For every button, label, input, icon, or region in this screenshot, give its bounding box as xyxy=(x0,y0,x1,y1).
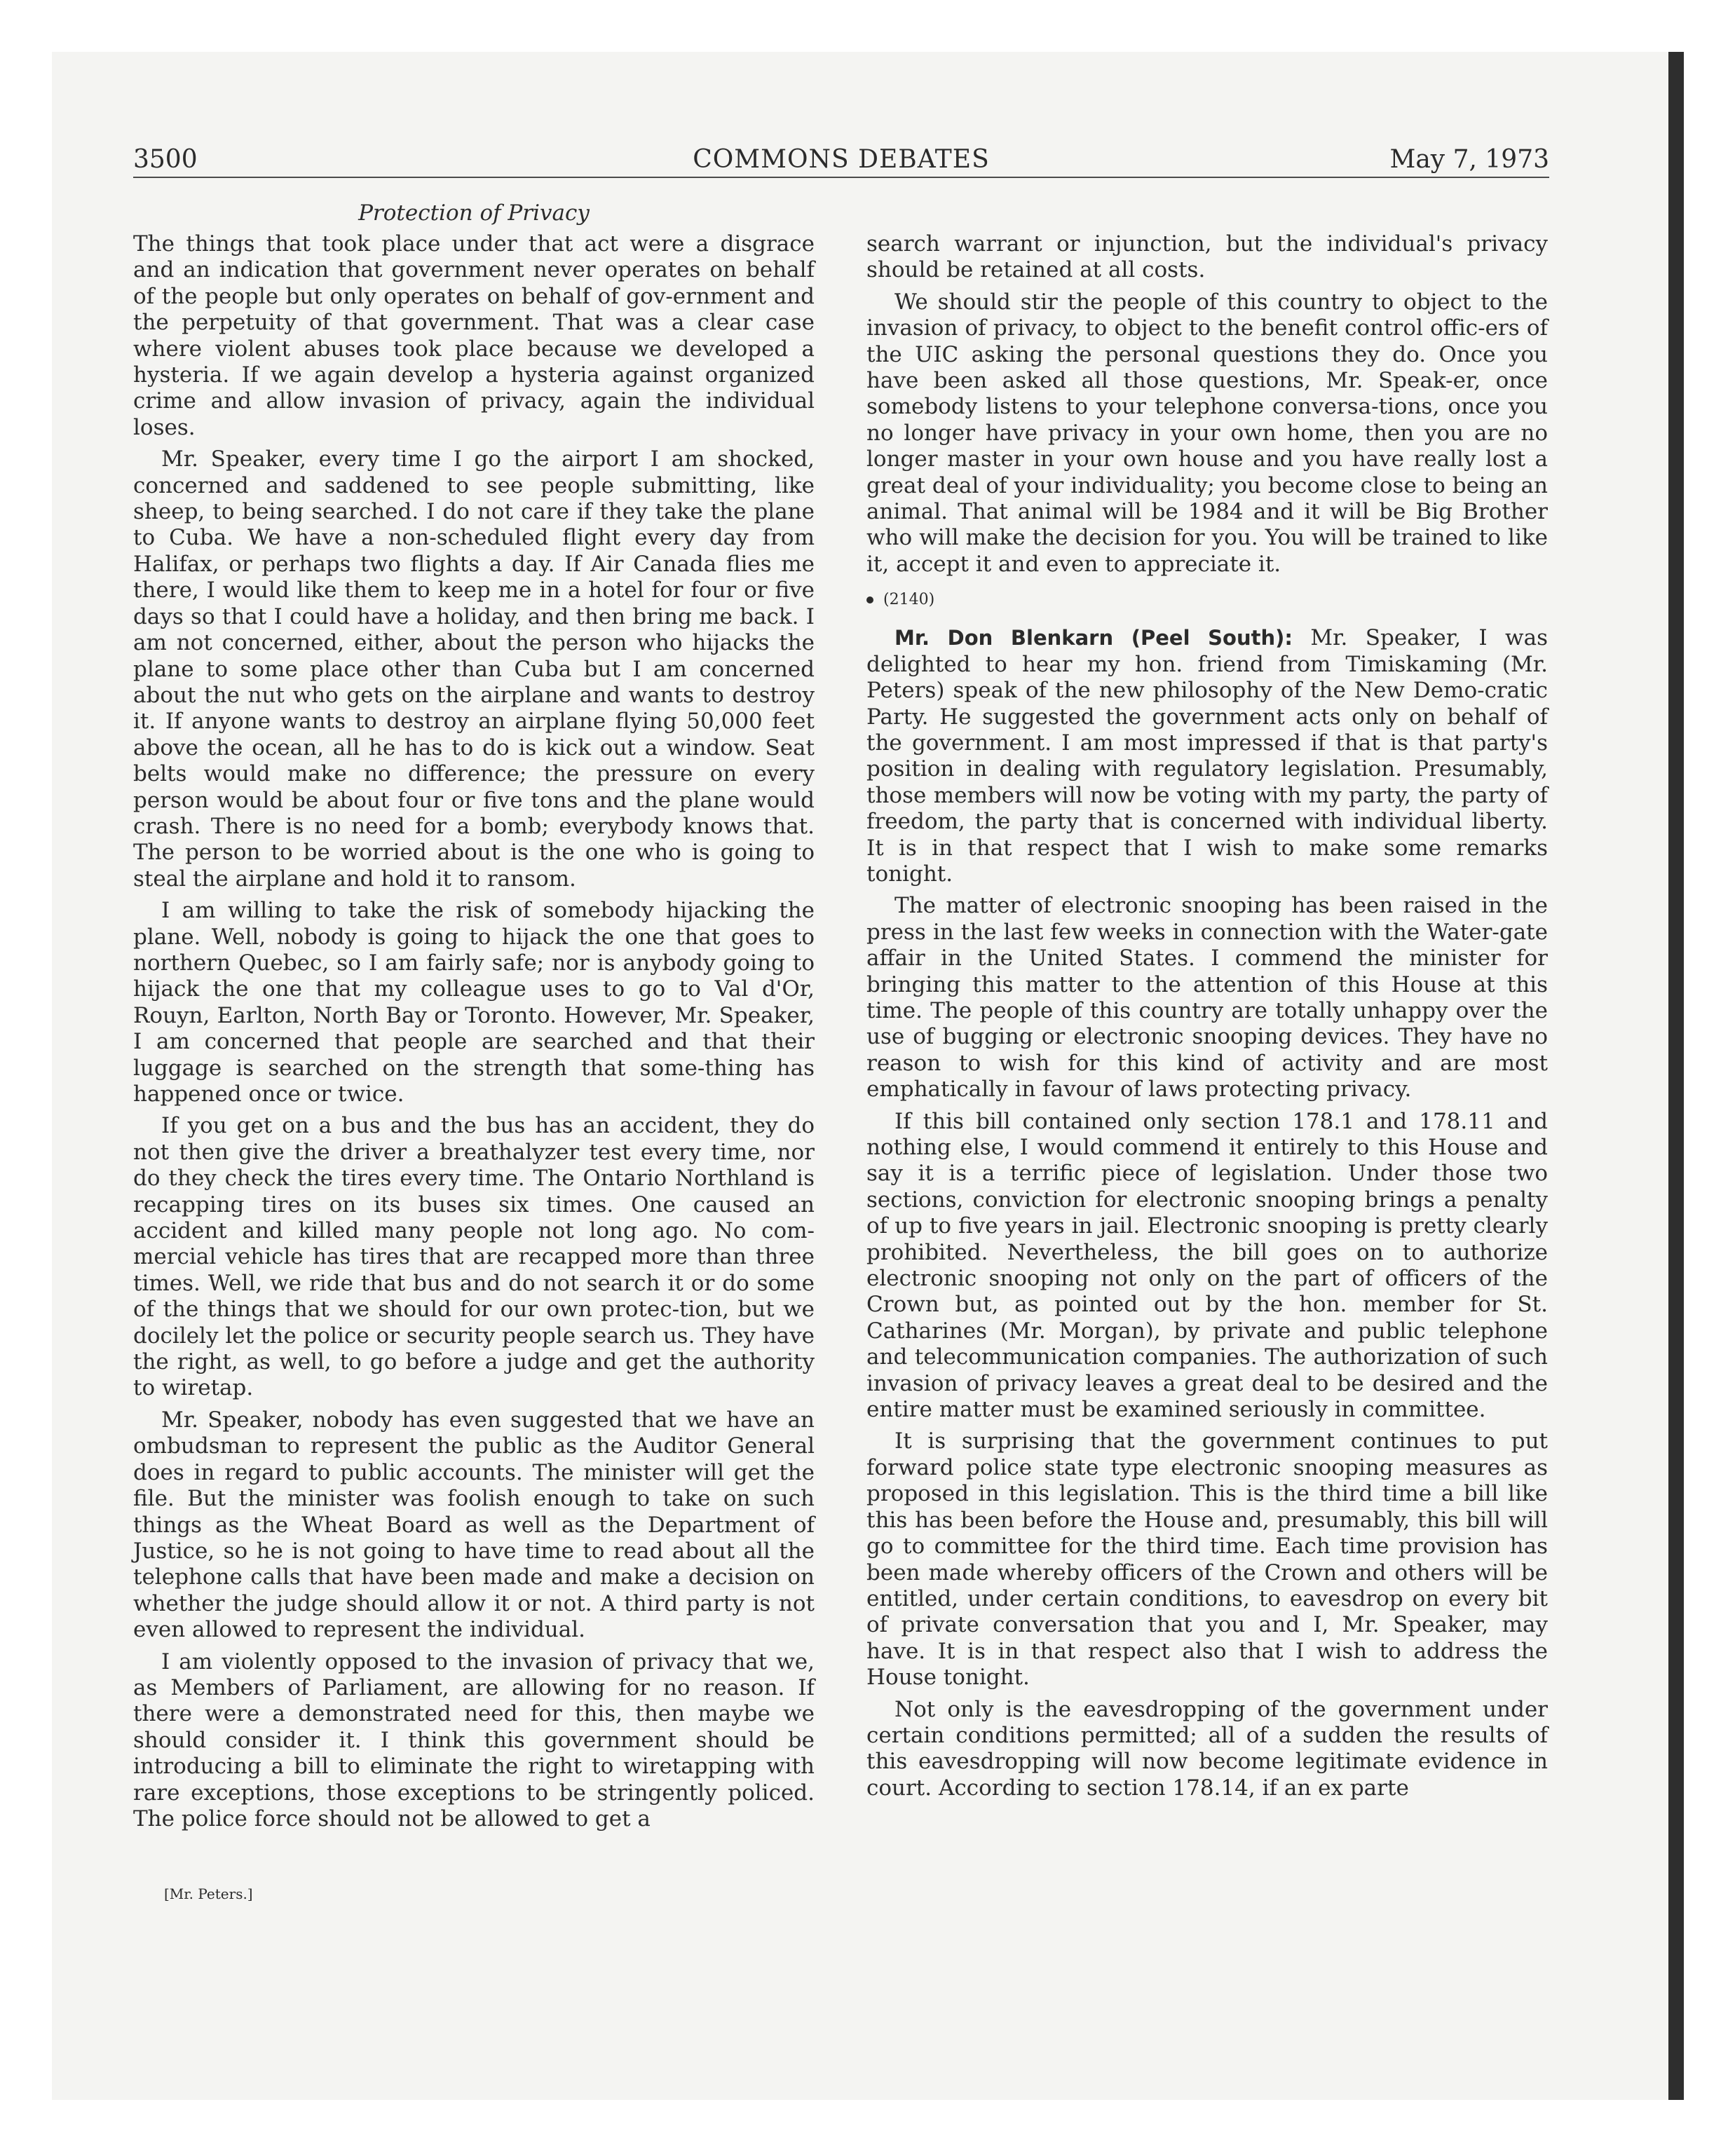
paragraph: If this bill contained only section 178.1 and 178.11 and nothing else, I would commend it entirely to this House and say it is a terrific piece of legislation. Under those two sections, conviction for electronic snooping brings a penalty of up to five years in jail. Electronic snooping is pretty clearly prohibited. Nevertheless, the bill goes on to authorize electronic snooping not only on the part of officers of the Crown but, as pointed out by the hon. member for St. Catharines (Mr. Morgan), by private and public telephone and telecommunication companies. The authorization of such invasion of privacy leaves a great deal to be desired and the entire matter must be examined seriously in committee. xyxy=(866,1108,1548,1423)
paragraph: Mr. Speaker, every time I go the airport I am shocked, concerned and saddened to see people submitting, like sheep, to being searched. I do not care if they take the plane to Cuba. We have a non-scheduled flight every day from Halifax, or perhaps two flights a day. If Air Canada flies me there, I would like them to keep me in a hotel for four or five days so that I could have a holiday, and then bring me back. I am not concerned, either, about the person who hijacks the plane to some place other than Cuba but I am concerned about the nut who gets on the airplane and wants to destroy it. If anyone wants to destroy an airplane flying 50,000 feet above the ocean, all he has to do is kick out a window. Seat belts would make no difference; the pressure on every person would be about four or five tons and the plane would crash. There is no need for a bomb; everybody knows that. The person to be worried about is the one who is going to steal the airplane and hold it to ransom. xyxy=(133,446,815,892)
paragraph: I am willing to take the risk of somebody hijacking the plane. Well, nobody is going to hijack the one that goes to northern Quebec, so I am fairly safe; nor is anybody going to hijack the one that my colleague uses to go to Val d'Or, Rouyn, Earlton, North Bay or Toronto. However, Mr. Speaker, I am concerned that people are searched and that their luggage is searched on the strength that some-thing has happened once or twice. xyxy=(133,898,815,1107)
page-number: 3500 xyxy=(133,145,198,174)
speaker-paragraph xyxy=(866,625,1548,887)
time-marker-text: (2140) xyxy=(883,591,935,609)
bullet-icon xyxy=(866,596,873,603)
paragraph: I am violently opposed to the invasion of privacy that we, as Members of Parliament, are allowing for no reason. If there were a demonstrated need for this, then maybe we should consider it. I think this government should be introducing a bill to eliminate the right to wiretapping with rare exceptions, those exceptions to be stringently policed. The police force should not be allowed to get a xyxy=(133,1649,815,1831)
footer-note: [Mr. Peters.] xyxy=(164,1885,253,1902)
publication-title: COMMONS DEBATES xyxy=(693,145,990,174)
paragraph: The matter of electronic snooping has been raised in the press in the last few weeks in connection with the Water-gate affair in the United States. I commend the minister for bringing this matter to the attention of this House at this time. The people of this country are totally unhappy over the use of bugging or electronic snooping devices. They have no reason to wish for this kind of activity and are most emphatically in favour of laws protecting privacy. xyxy=(866,893,1548,1103)
right-column xyxy=(866,231,1548,1807)
paragraph: search warrant or injunction, but the individual's privacy should be retained at all costs. xyxy=(866,231,1548,283)
time-marker xyxy=(866,585,1548,615)
section-title: Protection of Privacy xyxy=(358,200,590,226)
scan-border xyxy=(1668,52,1684,2100)
left-column xyxy=(133,198,815,1838)
issue-date: May 7, 1973 xyxy=(1389,145,1549,174)
paragraph: We should stir the people of this country to object to the invasion of privacy, to object to the benefit control offic-ers of the UIC asking the personal questions they do. Once you have been asked all those questions, Mr. Speak-er, once somebody listens to your telephone conversa-tions, once you no longer have privacy in your own home, then you are no longer master in your own house and you have really lost a great deal of your individuality; you become close to being an animal. That animal will be 1984 and it will be Big Brother who will make the decision for you. You will be trained to like it, accept it and even to appreciate it. xyxy=(866,289,1548,577)
running-head xyxy=(133,143,1549,178)
paragraph: It is surprising that the government continues to put forward police state type electronic snooping measures as proposed in this legislation. This is the third time a bill like this has been before the House and, presumably, this bill will go to committee for the third time. Each time provision has been made whereby officers of the Crown and others will be entitled, under certain conditions, to eavesdrop on every bit of private conversation that you and I, Mr. Speaker, may have. It is in that respect also that I wish to address the House tonight. xyxy=(866,1428,1548,1691)
paragraph: Mr. Speaker, nobody has even suggested that we have an ombudsman to represent the public as the Auditor General does in regard to public accounts. The minister will get the file. But the minister was foolish enough to take on such things as the Wheat Board as well as the Department of Justice, so he is not going to have time to read about all the telephone calls that have been made and make a decision on whether the judge should allow it or not. A third party is not even allowed to represent the individual. xyxy=(133,1407,815,1643)
paragraph: If you get on a bus and the bus has an accident, they do not then give the driver a breathalyzer test every time, nor do they check the tires every time. The Ontario Northland is recapping tires on its buses six times. One caused an accident and killed many people not long ago. No com-mercial vehicle has tires that are recapped more than three times. Well, we ride that bus and do not search it or do some of the things that we should for our own protec-tion, but we docilely let the police or security people search us. They have the right, as well, to go before a judge and get the authority to wiretap. xyxy=(133,1113,815,1401)
speaker-name: Mr. Don Blenkarn (Peel South): xyxy=(894,626,1293,650)
paragraph: The things that took place under that act were a disgrace and an indication that government never operates on behalf of the people but only operates on behalf of gov-ernment and the perpetuity of that government. That was a clear case where violent abuses took place because we developed a hysteria. If we again develop a hysteria against organized crime and allow invasion of privacy, again the individual loses. xyxy=(133,231,815,440)
paragraph: Not only is the eavesdropping of the government under certain conditions permitted; all of a sudden the results of this eavesdropping will now become legitimate evidence in court. According to section 178.14, if an ex parte xyxy=(866,1696,1548,1801)
speaker-text: Mr. Speaker, I was delighted to hear my hon. friend from Timiskaming (Mr. Peters) speak of the new philosophy of the New Demo-cratic Party. He suggested the government acts only on behalf of the government. I am most impressed if that is that party's position in dealing with regulatory legislation. Presumably, those members will now be voting with my party, the party of freedom, the party that is concerned with individual liberty. It is in that respect that I wish to make some remarks tonight. xyxy=(866,625,1548,887)
